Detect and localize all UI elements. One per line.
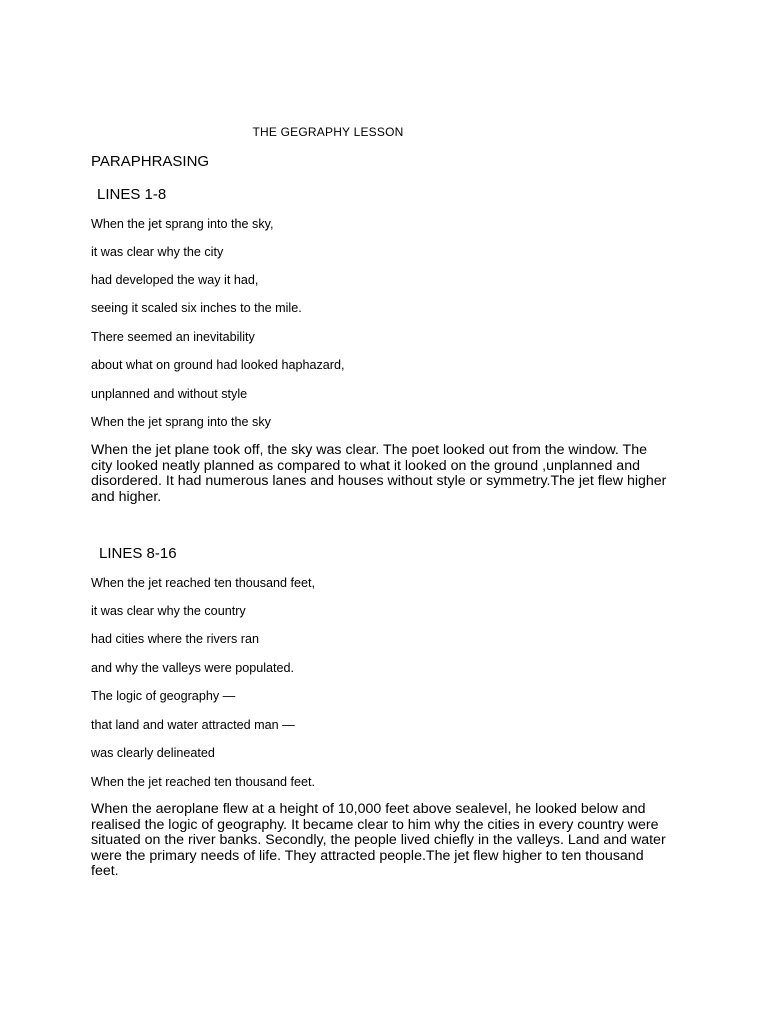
- section-heading-lines-8-16: LINES 8-16: [99, 545, 177, 562]
- poem-line: The logic of geography —: [91, 689, 236, 703]
- poem-line: unplanned and without style: [91, 387, 248, 401]
- section-heading-lines-1-8: LINES 1-8: [97, 186, 167, 203]
- poem-line: it was clear why the city: [91, 245, 224, 259]
- poem-line: it was clear why the country: [91, 604, 246, 618]
- paraphrase-paragraph: When the jet plane took off, the sky was clear. The poet looked out from the window. The city looked neatly planned as compared to what it looked on the ground ,unplanned and disordered. It had numerous lanes and houses without style or symmetry.The jet flew higher and higher.: [91, 442, 667, 505]
- document-title: THE GEGRAPHY LESSON: [252, 125, 404, 139]
- poem-line: and why the valleys were populated.: [91, 661, 295, 675]
- poem-line: was clearly delineated: [91, 746, 215, 760]
- poem-line: When the jet reached ten thousand feet.: [91, 775, 316, 789]
- poem-line: When the jet sprang into the sky,: [91, 217, 274, 231]
- poem-line: had developed the way it had,: [91, 273, 259, 287]
- poem-line: There seemed an inevitability: [91, 330, 255, 344]
- poem-line: When the jet sprang into the sky: [91, 415, 271, 429]
- poem-line: about what on ground had looked haphazard,: [91, 358, 345, 372]
- paraphrasing-heading: PARAPHRASING: [91, 153, 210, 170]
- poem-line: When the jet reached ten thousand feet,: [91, 576, 316, 590]
- paraphrase-paragraph: When the aeroplane flew at a height of 10,000 feet above sealevel, he looked below and realised the logic of geography. It became clear to him why the cities in every country were situated on the river banks. Secondly, the people lived chiefly in the valleys. Land and water were the primary needs of life. They attracted people.The jet flew higher to ten thousand feet.: [91, 801, 666, 879]
- poem-line: that land and water attracted man —: [91, 718, 295, 732]
- poem-line: had cities where the rivers ran: [91, 632, 259, 646]
- poem-line: seeing it scaled six inches to the mile.: [91, 301, 302, 315]
